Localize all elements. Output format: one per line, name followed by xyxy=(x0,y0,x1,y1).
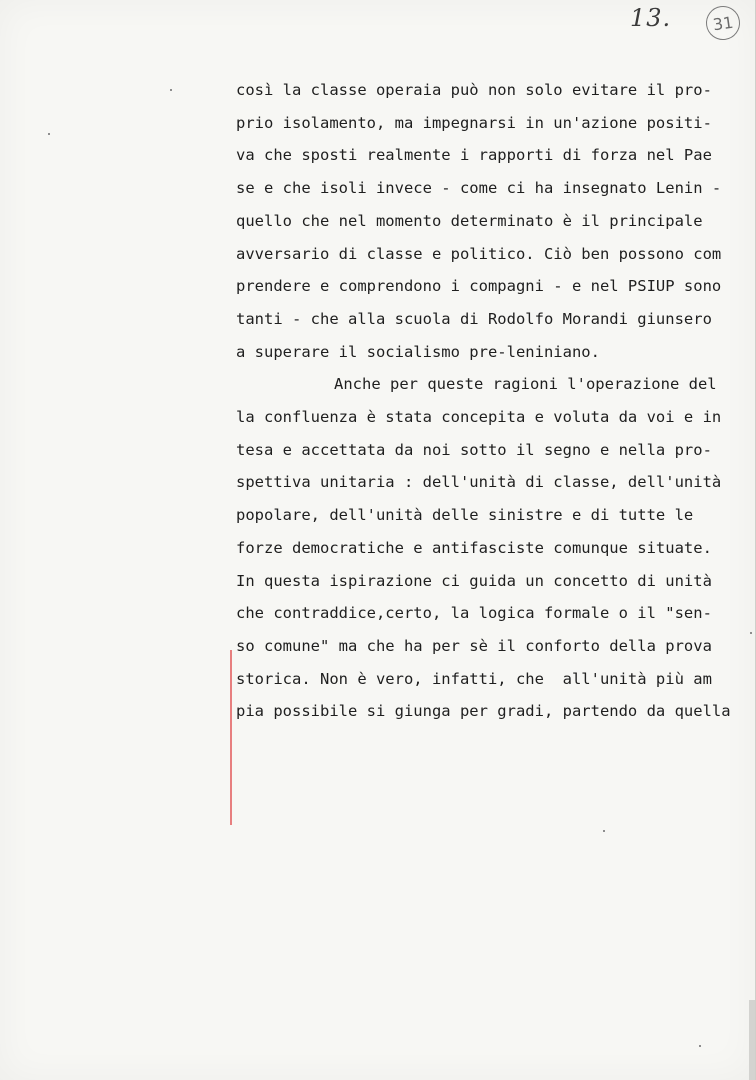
text-line: prio isolamento, ma impegnarsi in un'azione positi- xyxy=(236,113,712,132)
text-line: la confluenza è stata concepita e voluta da voi e in xyxy=(236,408,722,427)
text-line: popolare, dell'unità delle sinistre e di tutte le xyxy=(236,506,694,525)
text-line: se e che isoli invece - come ci ha insegnato Lenin - xyxy=(236,179,722,198)
text-line: quello che nel momento determinato è il principale xyxy=(236,211,703,230)
paper-speck xyxy=(699,1045,701,1047)
paper-speck xyxy=(750,632,752,634)
paper-speck xyxy=(170,89,172,91)
red-margin-marker xyxy=(230,650,232,825)
handwritten-page-number: 13. xyxy=(630,4,672,32)
text-line: avversario di classe e politico. Ciò ben possono com xyxy=(236,244,722,263)
text-line: così la classe operaia può non solo evitare il pro- xyxy=(236,81,712,99)
paper-speck xyxy=(48,133,50,135)
stamp-number: 31 xyxy=(711,12,735,34)
paper-edge-shadow xyxy=(749,1000,755,1080)
circled-page-stamp xyxy=(704,4,742,42)
text-line: a superare il socialismo pre-leniniano. xyxy=(236,342,600,361)
text-line: tanti - che alla scuola di Rodolfo Morandi giunsero xyxy=(236,309,712,328)
text-line: spettiva unitaria : dell'unità di classe, dell'unità xyxy=(236,473,722,492)
typed-text-body xyxy=(236,74,741,728)
text-line: so comune" ma che ha per sè il conforto della prova xyxy=(236,636,712,655)
text-line: In questa ispirazione ci guida un concetto di unità xyxy=(236,571,712,590)
paper-speck xyxy=(603,830,605,832)
text-line: pia possibile si giunga per gradi, partendo da quella xyxy=(236,702,731,721)
text-line: va che sposti realmente i rapporti di forza nel Pae xyxy=(236,146,712,165)
text-line: storica. Non è vero, infatti, che all'unità più am xyxy=(236,669,712,688)
paragraph-first-line: Anche per queste ragioni l'operazione del xyxy=(334,375,717,394)
text-line: prendere e comprendono i compagni - e nel PSIUP sono xyxy=(236,277,722,296)
text-line: forze democratiche e antifasciste comunque situate. xyxy=(236,538,712,557)
text-line: tesa e accettata da noi sotto il segno e nella pro- xyxy=(236,440,712,459)
text-line: che contraddice,certo, la logica formale o il "sen- xyxy=(236,604,712,623)
